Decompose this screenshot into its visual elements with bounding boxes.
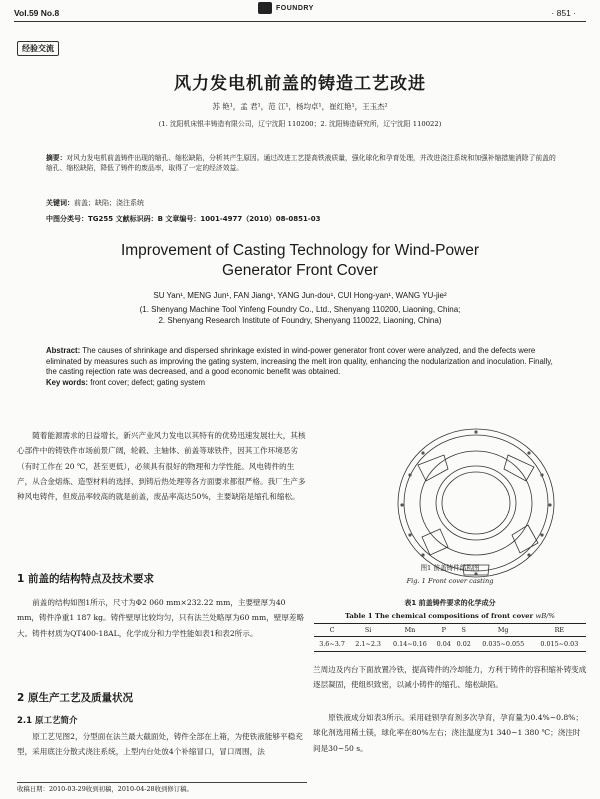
section2-heading: 2 原生产工艺及质量状况 — [17, 692, 133, 704]
section1-heading: 1 前盖的结构特点及技术要求 — [17, 573, 154, 585]
cn-classification — [46, 214, 320, 224]
figure1-caption-en: Fig. 1 Front cover casting — [406, 577, 494, 585]
figure1-caption-cn: 图1 前盖铸件结构图 — [420, 564, 480, 572]
table-row — [314, 637, 586, 652]
en-affil-1: (1. Shenyang Machine Tool Yinfeng Foundry Co., Ltd., Shenyang 110200, Liaoning, China; — [139, 305, 461, 314]
right-paragraph-1: 兰周边及内台下面放置冷铁，提高铸件的冷却能力，方利于铸件的容积缩补铸变成逐层凝固，使组织致密，以减小铸件的缩孔、缩松缺陷。 — [313, 665, 587, 690]
journal-logo — [258, 2, 314, 14]
table-cell: 0.14~0.16 — [386, 637, 434, 652]
journal-name: FOUNDRY — [276, 4, 314, 12]
table1-unit: wB/% — [535, 612, 555, 620]
en-abstract — [46, 346, 558, 388]
intro-paragraph: 随着能源需求的日益增长，新兴产业风力发电以其特有的优势迅速发展壮大，其核心部件中的铸铁件市场前景广阔，轮毂、主轴体、前盖等球铁件，因其工作环境恶劣（有时工作在 20 ℃，甚至更低），必须具有很好的物理和力学性能。风电铸件的生产，从合金熔炼、造型材料的选择、到铸后热处理等各方面要求都很严格。我厂生产多种风电铸件，但废品率较高的就是前盖，废品率高达50%，主要缺陷是缩孔和缩松。 — [17, 431, 306, 502]
journal-volume: Vol.59 No.8 — [14, 8, 60, 18]
table-cell: 2.1~2.3 — [350, 637, 386, 652]
section1-paragraph: 前盖的结构如图1所示，尺寸为Φ2 060 mm×232.22 mm，主要壁厚为40 mm，铸件净重1 187 kg。铸件壁厚比较均匀，只有法兰处略厚为60 mm，壁厚差略大。铸件材质为QT400-18AL，化学成分和力学性能如表1和表2所示。 — [17, 598, 305, 638]
table-cell: 0.04 — [434, 637, 454, 652]
header-rule — [14, 21, 586, 22]
table-cell: 0.015~0.03 — [533, 637, 586, 652]
table-cell: 0.02 — [454, 637, 474, 652]
cn-abstract-label: 摘要： — [46, 154, 67, 162]
en-abstract-label: Abstract: — [46, 346, 81, 355]
table-header-cell: S — [454, 624, 474, 637]
received-date-footnote: 收稿日期：2010-03-29收到初稿，2010-04-28收到修订稿。 — [17, 782, 307, 793]
section21-paragraph: 原工艺见图2，分型面在法兰最大截面处，铸件全部在上箱，为使铁液能够平稳充型，采用底注分散式浇注系统，上型内台处放4个补缩冒口，冒口周围，法 — [17, 732, 303, 757]
cn-authors: 苏 艳¹，孟 君¹，范 江¹，杨均卓¹，崔红艳¹，王玉杰² — [212, 102, 388, 111]
table-header-row — [314, 624, 586, 637]
en-authors: SU Yan¹, MENG Jun¹, FAN Jiang¹, YANG Jun-dou¹, CUI Hong-yan¹, WANG YU-jie² — [153, 291, 447, 300]
table-header-cell: Si — [350, 624, 386, 637]
table1-caption-en — [312, 612, 588, 620]
cn-keywords — [46, 198, 144, 208]
right-paragraph-2: 原铁液成分如表3所示。采用硅钡孕育剂多次孕育，孕育量为0.4%~0.8%；球化剂选用稀土镁，球化率在80%左右；浇注温度为1 340~1 380 ℃；浇注时间是30~50 s。 — [313, 713, 583, 753]
en-affil-2: 2. Shenyang Research Institute of Foundry, Shenyang 110022, Liaoning, China) — [158, 316, 442, 325]
en-keywords-label: Key words: — [46, 377, 89, 387]
chemical-composition-table — [314, 623, 586, 652]
cn-abstract — [46, 154, 558, 173]
table-header-cell: C — [314, 624, 350, 637]
en-title-line1: Improvement of Casting Technology for Wind-Power — [120, 242, 480, 259]
en-keywords-text: front cover; defect; gating system — [88, 377, 206, 387]
table-header-cell: RE — [533, 624, 586, 637]
en-affiliations — [0, 304, 600, 326]
page-number: · 851 · — [551, 8, 576, 18]
inner-opening — [436, 466, 516, 540]
en-title-line2: Generator Front Cover — [222, 262, 378, 279]
cn-affiliations: (1. 沈阳机床银丰铸造有限公司，辽宁沈阳 110200；2. 沈阳铸造研究所，辽宁沈阳 110022) — [158, 120, 442, 128]
table-header-cell: P — [434, 624, 454, 637]
section-tag: 经验交流 — [17, 41, 59, 56]
table-cell: 0.035~0.055 — [474, 637, 533, 652]
table-cell: 3.6~3.7 — [314, 637, 350, 652]
table1-caption-en-text: Table 1 The chemical compositions of front cover — [344, 612, 534, 620]
cn-keywords-text: 前盖；缺陷；浇注系统 — [74, 199, 144, 207]
table-header-cell: Mg — [474, 624, 533, 637]
cn-keywords-label: 关键词： — [46, 199, 74, 207]
cn-classification-text: 中图分类号：TG255 文献标识码：B 文章编号：1001-4977（2010）08-0851-03 — [46, 215, 321, 223]
table-header-cell: Mn — [386, 624, 434, 637]
foundry-logo-icon — [258, 2, 272, 14]
cn-abstract-text: 对风力发电机前盖铸件出现的缩孔、缩松缺陷，分析其产生原因。通过改进工艺提高铁液质量，强化球化和孕育处理，并改进浇注系统和加强补缩措施消除了前盖的缩孔、缩松缺陷，降低了铸件的废品率，取得了一定的经济效益。 — [46, 154, 556, 172]
section21-heading: 2.1 原工艺简介 — [17, 716, 78, 726]
cn-title: 风力发电机前盖的铸造工艺改进 — [174, 74, 426, 94]
en-abstract-text: The causes of shrinkage and dispersed shrinkage existed in wind-power generator front cover were analyzed, and the defects were eliminated by measures such as improving the gating system, increasing the melt iron quality, enhancing the nodularization and inoculation. Finally, the casting rejection rate was decreased, and a good economic benefit was obtained. — [46, 346, 553, 377]
en-title — [0, 241, 600, 281]
table1-caption-cn: 表1 前盖铸件要求的化学成分 — [404, 599, 496, 607]
